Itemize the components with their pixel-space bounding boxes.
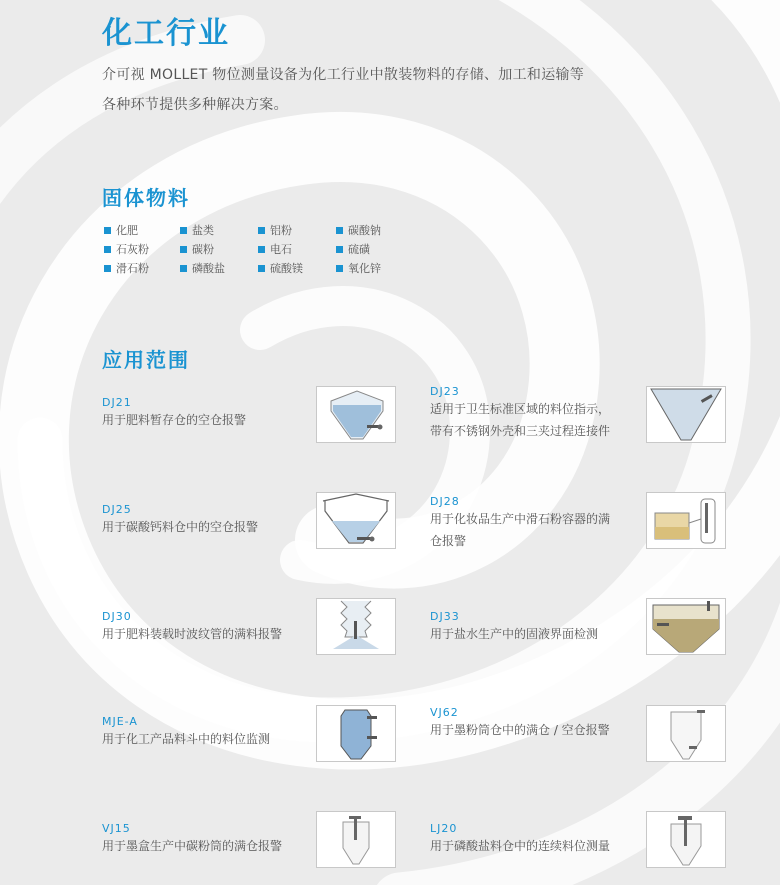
application-desc: 适用于卫生标准区域的料位指示，	[430, 402, 611, 416]
application-desc: 用于磷酸盐料仓中的连续料位测量	[430, 839, 611, 853]
toner-silo-icon	[646, 705, 726, 762]
application-desc: 用于墨粉筒仓中的满仓 / 空仓报警	[430, 723, 610, 737]
bullet-square-icon	[180, 227, 187, 234]
material-item: 硫酸镁	[258, 260, 303, 276]
material-item: 滑石粉	[104, 260, 149, 276]
material-item: 硫磺	[336, 241, 370, 257]
bullet-square-icon	[258, 227, 265, 234]
bullet-square-icon	[336, 265, 343, 272]
model-code: DJ23	[430, 385, 460, 398]
application-entry	[102, 822, 282, 857]
silo-empty-alarm-icon	[316, 386, 396, 443]
intro-paragraph	[102, 60, 662, 120]
applications-heading: 应用范围	[102, 348, 190, 372]
page-title: 化工行业	[102, 16, 230, 51]
silo-calcium-icon	[316, 492, 396, 549]
application-entry	[102, 610, 282, 645]
toner-cartridge-icon	[316, 811, 396, 868]
model-code: DJ25	[102, 503, 132, 516]
application-desc: 用于碳酸钙料仓中的空仓报警	[102, 520, 259, 534]
material-item: 氧化锌	[336, 260, 381, 276]
application-desc: 用于化妆品生产中滑石粉容器的满	[430, 512, 611, 526]
bullet-square-icon	[180, 265, 187, 272]
application-entry	[430, 822, 610, 857]
application-entry	[102, 715, 270, 750]
intro-line: 介可视 MOLLET 物位测量设备为化工行业中散装物料的存储、加工和运输等	[102, 67, 585, 83]
material-item: 碳酸钠	[336, 222, 381, 238]
application-desc: 用于肥料装载时波纹管的满料报警	[102, 627, 283, 641]
model-code: LJ20	[430, 822, 458, 835]
intro-line: 各种环节提供多种解决方案。	[102, 97, 288, 113]
material-item: 碳粉	[180, 241, 214, 257]
application-entry	[430, 610, 598, 645]
material-item: 盐类	[180, 222, 214, 238]
model-code: VJ62	[430, 706, 459, 719]
solids-heading: 固体物料	[102, 186, 190, 210]
sanitary-hopper-icon	[646, 386, 726, 443]
bullet-square-icon	[258, 246, 265, 253]
material-item: 磷酸盐	[180, 260, 225, 276]
bullet-square-icon	[180, 246, 187, 253]
material-item: 石灰粉	[104, 241, 149, 257]
application-entry	[102, 396, 246, 431]
phosphate-silo-icon	[646, 811, 726, 868]
bullet-square-icon	[258, 265, 265, 272]
application-desc: 用于盐水生产中的固液界面检测	[430, 627, 599, 641]
application-desc: 用于化工产品料斗中的料位监测	[102, 732, 271, 746]
application-desc: 用于墨盒生产中碳粉筒的满仓报警	[102, 839, 283, 853]
hopper-level-icon	[316, 705, 396, 762]
bullet-square-icon	[104, 227, 111, 234]
application-desc: 用于肥料暂存仓的空仓报警	[102, 413, 247, 427]
model-code: VJ15	[102, 822, 131, 835]
model-code: DJ33	[430, 610, 460, 623]
application-desc: 仓报警	[430, 534, 467, 548]
application-entry	[102, 503, 258, 538]
material-item: 电石	[258, 241, 292, 257]
material-item: 化肥	[104, 222, 138, 238]
bellows-loading-icon	[316, 598, 396, 655]
bullet-square-icon	[104, 265, 111, 272]
material-item: 铝粉	[258, 222, 292, 238]
application-entry	[430, 385, 610, 442]
bullet-square-icon	[104, 246, 111, 253]
bullet-square-icon	[336, 227, 343, 234]
model-code: DJ28	[430, 495, 460, 508]
brine-tank-icon	[646, 598, 726, 655]
model-code: DJ21	[102, 396, 132, 409]
application-entry	[430, 706, 610, 741]
application-desc: 带有不锈钢外壳和三夹过程连接件	[430, 424, 611, 438]
bullet-square-icon	[336, 246, 343, 253]
application-entry	[430, 495, 610, 552]
talc-container-icon	[646, 492, 726, 549]
model-code: MJE-A	[102, 715, 138, 728]
model-code: DJ30	[102, 610, 132, 623]
